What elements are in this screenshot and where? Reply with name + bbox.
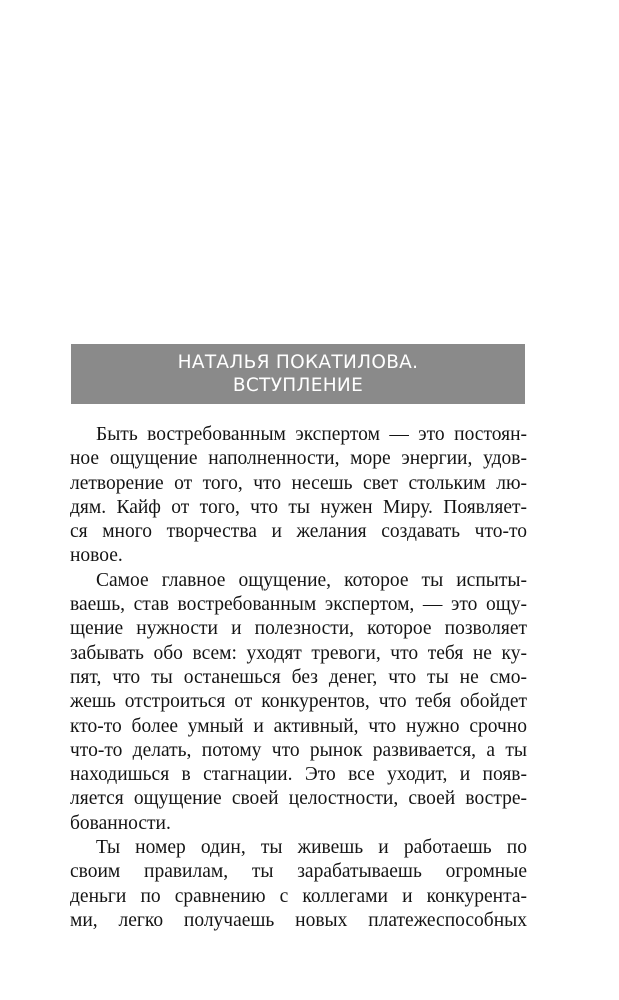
text-line: что-то делать, потому что рынок развивается, а ты [70,739,527,761]
text-line: Ты номер один, ты живешь и работаешь по [96,837,527,859]
text-line: ваешь, став востребованным экспертом, — это ощу- [70,594,527,616]
text-line: своим правилам, ты зарабатываешь огромные [70,861,527,883]
text-line: новое. [70,545,123,567]
chapter-header [71,344,525,404]
text-line: ляется ощущение своей целостности, своей востре- [70,788,527,810]
body-text [70,423,527,933]
paragraph [70,836,527,933]
text-line: ся много творчества и желания создавать что-то [70,521,527,543]
paragraph [70,423,527,569]
text-line: забывать обо всем: уходят тревоги, что тебя не ку- [70,642,527,664]
text-line: ми, легко получаешь новых платежеспособных [70,909,527,931]
text-line: Самое главное ощущение, которое ты испыты- [96,569,527,591]
text-line: ное ощущение наполненности, море энергии, удов- [70,448,527,470]
text-line: бованности. [70,812,171,834]
text-line: жешь отстроиться от конкурентов, что тебя обойдет [70,691,527,713]
text-line: щение нужности и полезности, которое позволяет [70,618,527,640]
chapter-header-author: НАТАЛЬЯ ПОКАТИЛОВА. [177,352,419,373]
text-line: кто-то более умный и активный, что нужно срочно [70,715,527,737]
text-line: находишься в стагнации. Это все уходит, и появ- [70,764,527,786]
text-line: пят, что ты останешься без денег, что ты не смо- [70,666,527,688]
text-line: дям. Кайф от того, что ты нужен Миру. Появляет- [70,496,527,518]
paragraph [70,569,527,836]
text-line: летворение от того, что несешь свет стольким лю- [70,472,527,494]
text-line: Быть востребованным экспертом — это постоян- [96,424,527,445]
text-line: деньги по сравнению с коллегами и конкурента- [70,885,527,907]
chapter-header-title: ВСТУПЛЕНИЕ [232,375,364,396]
